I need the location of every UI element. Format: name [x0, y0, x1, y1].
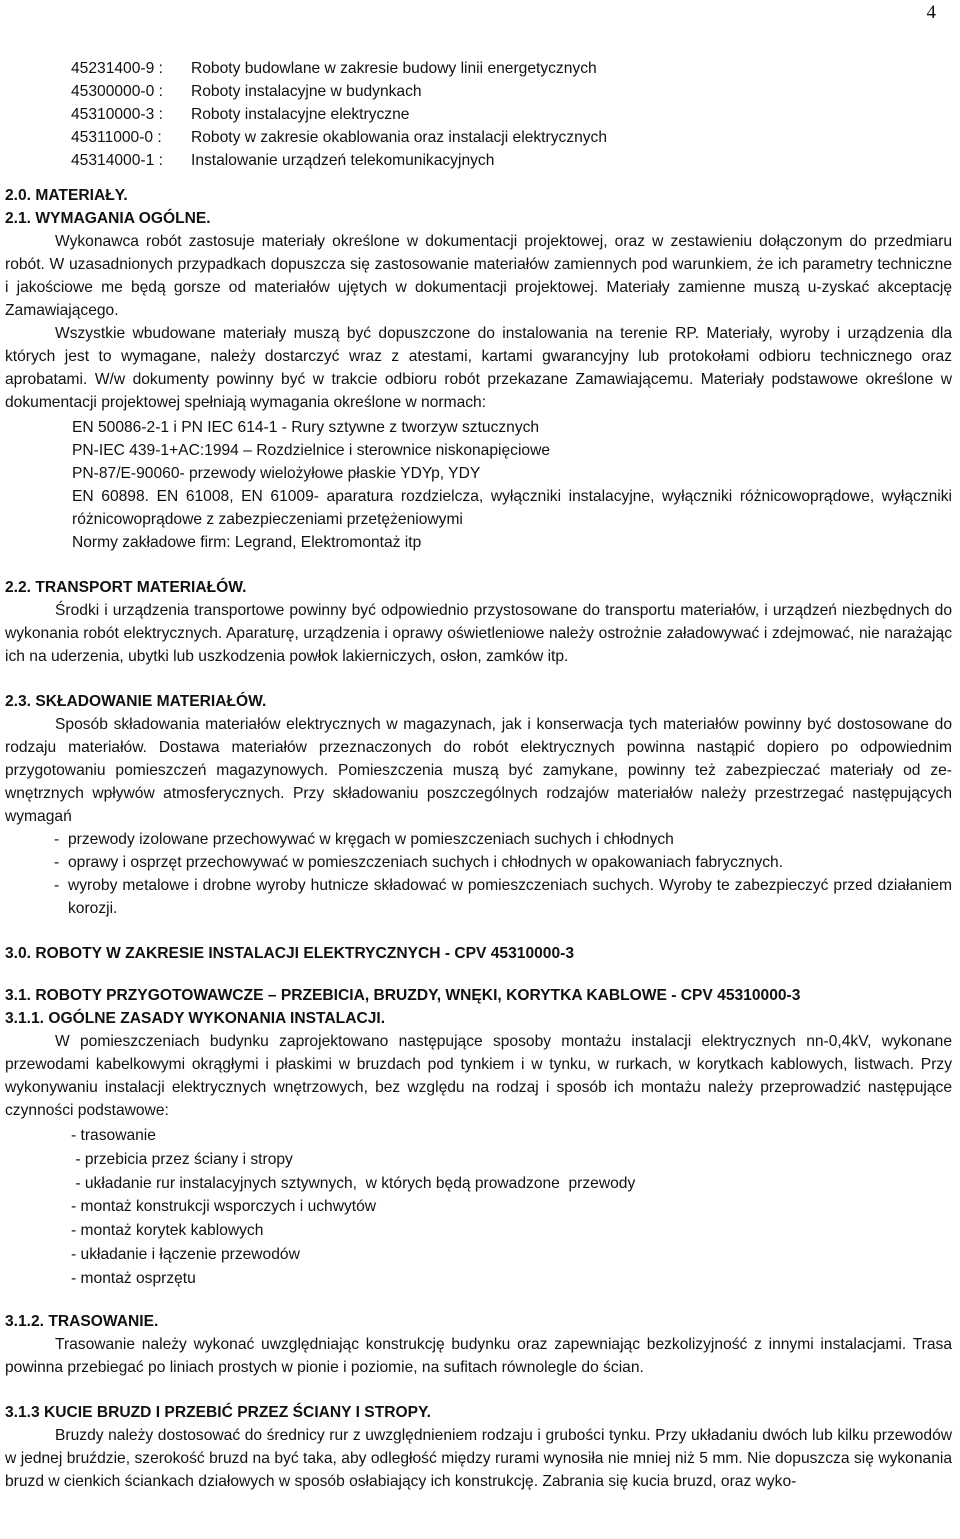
paragraph: Wykonawca robót zastosuje materiały określone w dokumentacji projektowej, oraz w zestawieniu dołączonym do przedmiaru robót. W uzasadnionych przypadkach dopuszcza się zastosowanie materiałów zamiennych pod warunkiem, że ich parametry techniczne i jakościowe me będą gorsze od materiałów ujętych w dokumentacji projektowej. Materiały zamienne muszą u-zyskać akceptację Zamawiającego.	[5, 233, 952, 319]
paragraph: Środki i urządzenia transportowe powinny być odpowiednio przystosowane do transportu materiałów, i urządzeń niezbędnych do wykonania robót elektrycznych. Aparaturę, urządzenia i oprawy oświetleniowe należy ostrożnie załadowywać i zdejmować, nie narażając ich na uderzenia, ubytki lub uszkodzenia powłok lakierniczych, osłon, zamków itp.	[5, 602, 952, 665]
section-heading-tracing: 3.1.2. TRASOWANIE.	[5, 1312, 159, 1330]
section-heading-grooves-openings: 3.1.3 KUCIE BRUZD I PRZEBIĆ PRZEZ ŚCIANY I STROPY.	[5, 1403, 432, 1421]
list-item: - montaż konstrukcji wsporczych i uchwytów	[71, 1198, 377, 1216]
list-item: - przewody izolowane przechowywać w kręgach w pomieszczeniach suchych i chłodnych	[54, 828, 952, 851]
section-heading-materials: 2.0. MATERIAŁY.	[5, 187, 128, 204]
section-heading-storage: 2.3. SKŁADOWANIE MATERIAŁÓW.	[5, 693, 267, 710]
list-item: PN-87/E-90060- przewody wielożyłowe płaskie YDYp, YDY	[72, 465, 481, 482]
list-item	[71, 126, 952, 149]
basic-activities-list	[71, 1124, 952, 1291]
list-item	[71, 57, 952, 80]
list-item: - trasowanie	[71, 1127, 156, 1144]
list-item: EN 60898. EN 61008, EN 61009- aparatura rozdzielcza, wyłączniki instalacyjne, wyłączniki różnicowoprądowe, wyłączniki różnicowoprądowe z zabezpieczeniami przetężeniowymi	[72, 488, 952, 528]
list-item-text: przewody izolowane przechowywać w kręgach w pomieszczeniach suchych i chłodnych	[68, 831, 674, 848]
cpv-code-list	[71, 57, 952, 172]
list-item: - oprawy i osprzęt przechowywać w pomieszczeniach suchych i chłodnych w opakowaniach fabrycznych.	[54, 851, 952, 874]
cpv-code: 45300000-0 :	[71, 83, 163, 100]
list-item-text: wyroby metalowe i drobne wyroby hutnicze składować w pomieszczeniach suchych. Wyroby te zabezpieczyć przed działaniem korozji.	[68, 877, 952, 917]
norms-list	[72, 416, 952, 554]
list-item: EN 50086-2-1 i PN IEC 614-1 - Rury sztywne z tworzyw sztucznych	[72, 419, 540, 436]
page-number: 4	[926, 2, 936, 23]
cpv-code: 45314000-1 :	[71, 152, 163, 169]
section-heading-general-rules: 3.1.1. OGÓLNE ZASADY WYKONANIA INSTALACJI.	[5, 1010, 386, 1027]
list-item: Normy zakładowe firm: Legrand, Elektromontaż itp	[72, 534, 422, 551]
cpv-description: Roboty instalacyjne w budynkach	[191, 83, 422, 100]
section-heading-transport: 2.2. TRANSPORT MATERIAŁÓW.	[5, 579, 247, 596]
list-item: - wyroby metalowe i drobne wyroby hutnicze składować w pomieszczeniach suchych. Wyroby te zabezpieczyć przed działaniem korozji.	[54, 874, 952, 920]
list-item: - układanie rur instalacyjnych sztywnych, w których będą prowadzone przewody	[71, 1174, 636, 1192]
cpv-description: Roboty w zakresie okablowania oraz instalacji elektrycznych	[191, 129, 608, 146]
paragraph: Trasowanie należy wykonać uwzględniając konstrukcję budynku oraz zapewniając bezkolizyjność z innymi instalacjami. Trasa powinna przebiegać po liniach prostych w pionie i poziomie, na sufitach równolegle do ścian.	[5, 1335, 952, 1376]
cpv-description: Instalowanie urządzeń telekomunikacyjnych	[191, 152, 495, 169]
cpv-code: 45310000-3 :	[71, 106, 163, 123]
document-body	[5, 57, 952, 1493]
paragraph: Bruzdy należy dostosować do średnicy rur z uwzględnieniem rodzaju i grubości tynku. Przy układaniu dwóch lub kilku przewodów w jednej bruździe, szerokość bruzd na być taka, aby odległość między rurami wynosiła nie mniej niż 5 mm. Nie dopuszcza się wykonania bruzd w cienkich ściankach działowych w sposób osłabiający ich konstrukcję. Zabrania się kucia bruzd, oraz wyko-	[5, 1426, 952, 1490]
paragraph: Sposób składowania materiałów elektrycznych w magazynach, jak i konserwacja tych materiałów powinny być dostosowane do rodzaju materiałów. Dostawa materiałów przeznaczonych do robót elektrycznych powinna nastąpić dopiero po odpowiednim przygotowaniu pomieszczeń magazynowych. Pomieszczenia muszą być zamykane, powinny też zabezpieczać materiały od ze-wnętrznych wpływów atmosferycznych. Przy składowaniu poszczególnych rodzajów materiałów należy przestrzegać następujących wymagań	[5, 716, 952, 825]
cpv-code: 45231400-9 :	[71, 60, 163, 77]
list-item: PN-IEC 439-1+AC:1994 – Rozdzielnice i sterownice niskonapięciowe	[72, 442, 551, 459]
list-item	[71, 80, 952, 103]
list-item: - montaż korytek kablowych	[71, 1222, 264, 1240]
cpv-description: Roboty instalacyjne elektryczne	[191, 106, 410, 123]
paragraph: W pomieszczeniach budynku zaprojektowano następujące sposoby montażu instalacji elektrycznych nn-0,4kV, wykonane przewodami kabelkowymi okrągłymi i płaskimi w bruzdach pod tynkiem i w tynku, w rurkach, w korytkach kablowych, listwach. Przy wykonywaniu instalacji elektrycznych wnętrzowych, bez względu na rodzaj i sposób ich montażu należy przeprowadzić następujące czynności podstawowe:	[5, 1033, 952, 1119]
section-heading-electrical-works: 3.0. ROBOTY W ZAKRESIE INSTALACJI ELEKTRYCZNYCH - CPV 45310000-3	[5, 945, 575, 962]
cpv-description: Roboty budowlane w zakresie budowy linii energetycznych	[191, 60, 597, 77]
list-item: - układanie i łączenie przewodów	[71, 1245, 300, 1263]
paragraph: Wszystkie wbudowane materiały muszą być dopuszczone do instalowania na terenie RP. Materiały, wyroby i urządzenia dla których jest to wymagane, należy dostarczyć wraz z atestami, kartami gwarancyjny lub protokołami odbioru technicznego oraz aprobatami. W/w dokumenty powinny być w trakcie odbioru robót przekazane Zamawiającemu. Materiały podstawowe określone w dokumentacji projektowej spełniają wymagania określone w normach:	[5, 325, 952, 411]
list-item: - przebicia przez ściany i stropy	[71, 1150, 293, 1168]
list-item-text: oprawy i osprzęt przechowywać w pomieszczeniach suchych i chłodnych w opakowaniach fabrycznych.	[68, 854, 784, 871]
section-heading-preparatory-works: 3.1. ROBOTY PRZYGOTOWAWCZE – PRZEBICIA, BRUZDY, WNĘKI, KORYTKA KABLOWE - CPV 45310000-3	[5, 987, 801, 1004]
list-item	[71, 149, 952, 172]
section-heading-general-requirements: 2.1. WYMAGANIA OGÓLNE.	[5, 210, 211, 227]
cpv-code: 45311000-0 :	[71, 129, 162, 146]
storage-requirements-list	[54, 828, 952, 920]
list-item	[71, 103, 952, 126]
list-item: - montaż osprzętu	[71, 1269, 196, 1287]
